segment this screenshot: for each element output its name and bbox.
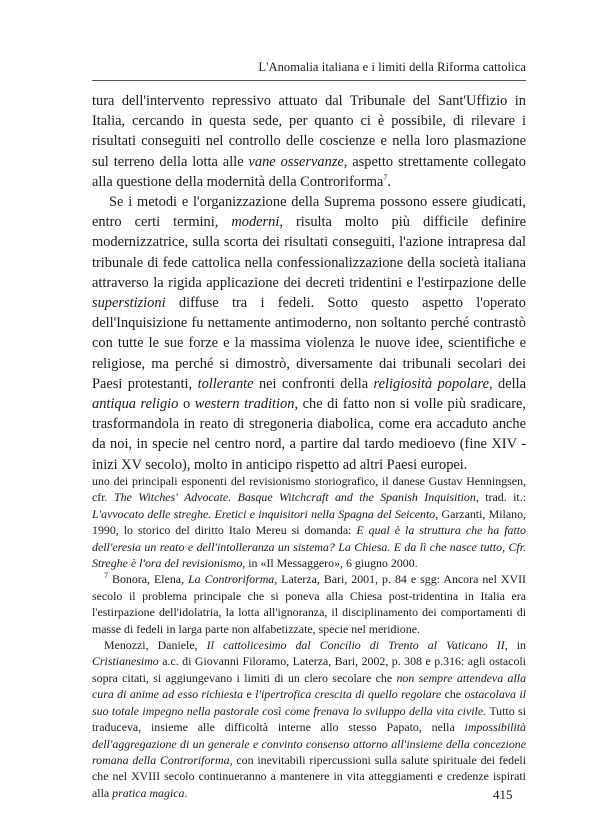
italic-run: La Controriforma [188,572,275,587]
footnote-ref: 7 [383,173,388,183]
italic-run: The Witches' Advocate. Basque Witchcraft and the Spanish Inquisition, [113,490,479,505]
text-run: , che di fatto non si volle più sradicare, trasformandola in reato di stregoneria diabolica, come era accaduto anche da noi, in specie nel centro nord, a partire dal tardo medioevo (fine XIV - inizi XV secolo), molto in anticipo rispetto ad altri Paesi europei. [92,396,526,473]
text-run: . [387,173,391,190]
header-rule [92,80,526,81]
text-run: , in «Il Messaggero», 6 giugno 2000. [242,556,418,571]
italic-run: ostacolava il suo totale impegno nella pastorale così come frenava lo sviluppo della vita civile. [92,687,526,718]
text-run: o [178,396,195,413]
text-run: diffuse tra i fedeli. Sotto questo aspetto l'operato dell'Inquisizione fu nettamente antimoderno, non soltanto perché contrastò con tutte le sue forze e la massima violenza le nuove idee, scientifiche e religiose, ma perché si dimostrò, diversamente dai tribunali secolari dei Paesi protestanti, [92,295,526,392]
text-run: tura dell'intervento repressivo attuato dal Tribunale del Sant'Uffizio in Italia, cercando in questa sede, per quanto ci è possibile, di rilevare i risultati conseguiti nel controllo delle coscienze e nella loro plasmazione sul terreno della lotta alle [92,93,526,170]
italic-run: western tradition [194,396,295,413]
italic-run: religiosità popolare [373,375,490,392]
text-run: che [441,687,465,702]
italic-run: moderni [231,214,280,231]
text-run: , in [504,638,526,653]
italic-run: impossibilità dell'aggregazione di un generale e convinto consenso attorno all'insieme della concezione romana della Controriforma [92,720,526,767]
italic-run: E qual è la struttura che ha fatto dell'eresia un reato e dell'intolleranza un sistema? La Chiesa. E da lì che nasce tutto, Cfr. Streghe è l'ora del revisionismo [92,523,526,571]
text-run: Se i metodi e l'organizzazione della Suprema possono essere giudicati, entro certi termini, [92,194,526,231]
text-run: uno dei principali esponenti del revisionismo storiografico, il danese Gustav Henningsen, cfr. [92,474,526,505]
italic-run: tollerante [197,375,254,392]
text-run: a.c. di Giovanni Filoramo, Laterza, Bari, 2002, p. 308 e p.316: agli ostacoli sopra citati, si aggiungevano i limiti di un clero secolare che [92,654,526,685]
text-run: Bonora, Elena, [108,572,189,587]
footnote-7 [92,571,526,637]
text-run: e [243,687,256,702]
italic-run: L'avvocato delle streghe. Eretici e inquisitori nella Spagna del Seicento, [92,506,439,521]
footnotes [92,473,526,801]
text-run: , Laterza, Bari, 2001, p. 84 e sgg: Ancora nel XVII secolo il problema principale che si poneva alla Chiesa post-tridentina in Italia era l'estirpazione dell'idolatria, la lotta all'ignoranza, il disciplinamento dei comportamenti di masse di fedeli in larga parte non alfabetizzate, specie nel meridione. [92,572,526,636]
italic-run: non sempre attendeva alla cura di anime ad esso richiesta [92,670,527,702]
paragraph-2 [92,192,526,475]
footnote-continuation [92,473,526,571]
footnote-8 [92,637,526,801]
text-run: . [184,785,188,800]
italic-run: Cristianesimo [92,654,159,669]
text-run: , aspetto strettamente collegato alla questione della modernità della Controriforma [92,153,526,190]
text-run: Menozzi, Daniele, [104,638,207,653]
page-number: 415 [493,787,513,802]
text-run: Garzanti, Milano, 1990, lo storico del diritto Italo Mereu si domanda: [92,506,526,538]
italic-run: antiqua religio [92,396,179,413]
italic-run: Il cattolicesimo dal Concilio di Trento al Vaticano II [206,638,505,653]
text-run: nei confronti della [253,375,374,392]
footnote-number: 7 [104,571,108,581]
text-run: trad. it.: [478,490,526,505]
text-run: Tutto si traduceva, insieme alle difficoltà interne allo stesso Papato, nella [92,703,526,735]
main-text [92,91,526,475]
italic-run: vane osservanze [248,153,344,170]
text-run: , con inevitabili ripercussioni sulla salute spirituale dei fedeli che nel XVIII secolo continueranno a mantenere in vita atteggiamenti e credenze ispirati alla [92,752,526,800]
running-head: L'Anomalia italiana e i limiti della Riforma cattolica [258,60,526,74]
italic-run: pratica magica [112,785,185,800]
text-run: , della [489,375,527,392]
italic-run: superstizioni [92,295,166,312]
italic-run: l'ipertrofica crescita di quello regolare [255,687,442,702]
paragraph-1 [92,91,526,192]
text-run: , risulta molto più difficile definire modernizzatrice, sulla scorta dei risultati conseguiti, l'azione intrapresa dal tribunale di fede cattolica nella confessionalizzazione della società italiana attraverso la rigida applicazione dei decreti tridentini e l'estirpazione delle [92,214,526,291]
